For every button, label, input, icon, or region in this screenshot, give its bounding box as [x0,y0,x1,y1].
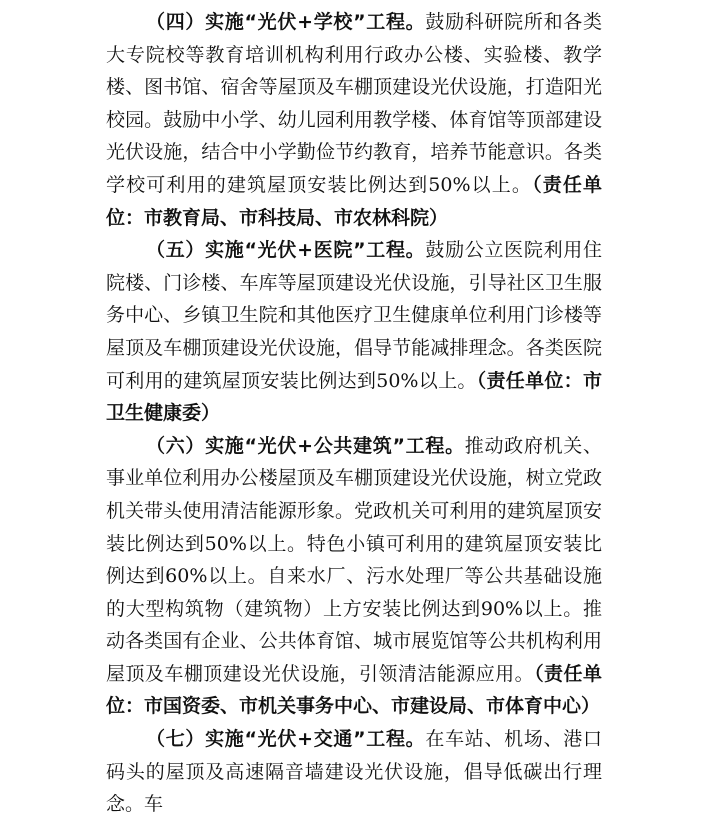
section-heading: （六）实施“光伏+公共建筑”工程。 [146,434,465,457]
responsible-units: （责任单位：市卫生健康委） [106,369,602,425]
section-heading: （五）实施“光伏+医院”工程。 [146,239,426,262]
paragraph-solar-transport [106,723,602,821]
paragraph-body: 推动政府机关、事业单位利用办公楼屋顶及车棚顶建设光伏设施，树立党政机关带头使用清洁能源形象。党政机关可利用的建筑屋顶安装比例达到50%以上。特色小镇可利用的建筑屋顶安装比例达到60%以上。自来水厂、污水处理厂等公共基础设施的大型构筑物（建筑物）上方安装比例达到90%以上。推动各类国有企业、公共体育馆、城市展览馆等公共机构利用屋顶及车棚顶建设光伏设施，引领清洁能源应用。 [106,434,602,685]
responsible-units: （责任单位：市教育局、市科技局、市农林科院） [106,173,602,229]
section-heading: （七）实施“光伏+交通”工程。 [146,728,426,751]
paragraph-solar-schools [106,6,602,234]
paragraph-solar-hospitals [106,234,602,430]
responsible-units: （责任单位：市国资委、市机关事务中心、市建设局、市体育中心） [106,662,602,718]
document-page [106,6,602,821]
paragraph-body: 鼓励科研院所和各类大专院校等教育培训机构利用行政办公楼、实验楼、教学楼、图书馆、宿舍等屋顶及车棚顶建设光伏设施，打造阳光校园。鼓励中小学、幼儿园利用教学楼、体育馆等顶部建设光伏设施，结合中小学勤俭节约教育，培养节能意识。各类学校可利用的建筑屋顶安装比例达到50%以上。 [106,11,602,196]
paragraph-body: 在车站、机场、港口码头的屋顶及高速隔音墙建设光伏设施，倡导低碳出行理念。车 [106,728,602,816]
paragraph-solar-public-buildings [106,430,602,723]
section-heading: （四）实施“光伏+学校”工程。 [146,11,426,33]
paragraph-body: 鼓励公立医院利用住院楼、门诊楼、车库等屋顶建设光伏设施，引导社区卫生服务中心、乡镇卫生院和其他医疗卫生健康单位利用门诊楼等屋顶及车棚顶建设光伏设施，倡导节能减排理念。各类医院可利用的建筑屋顶安装比例达到50%以上。 [106,239,602,392]
